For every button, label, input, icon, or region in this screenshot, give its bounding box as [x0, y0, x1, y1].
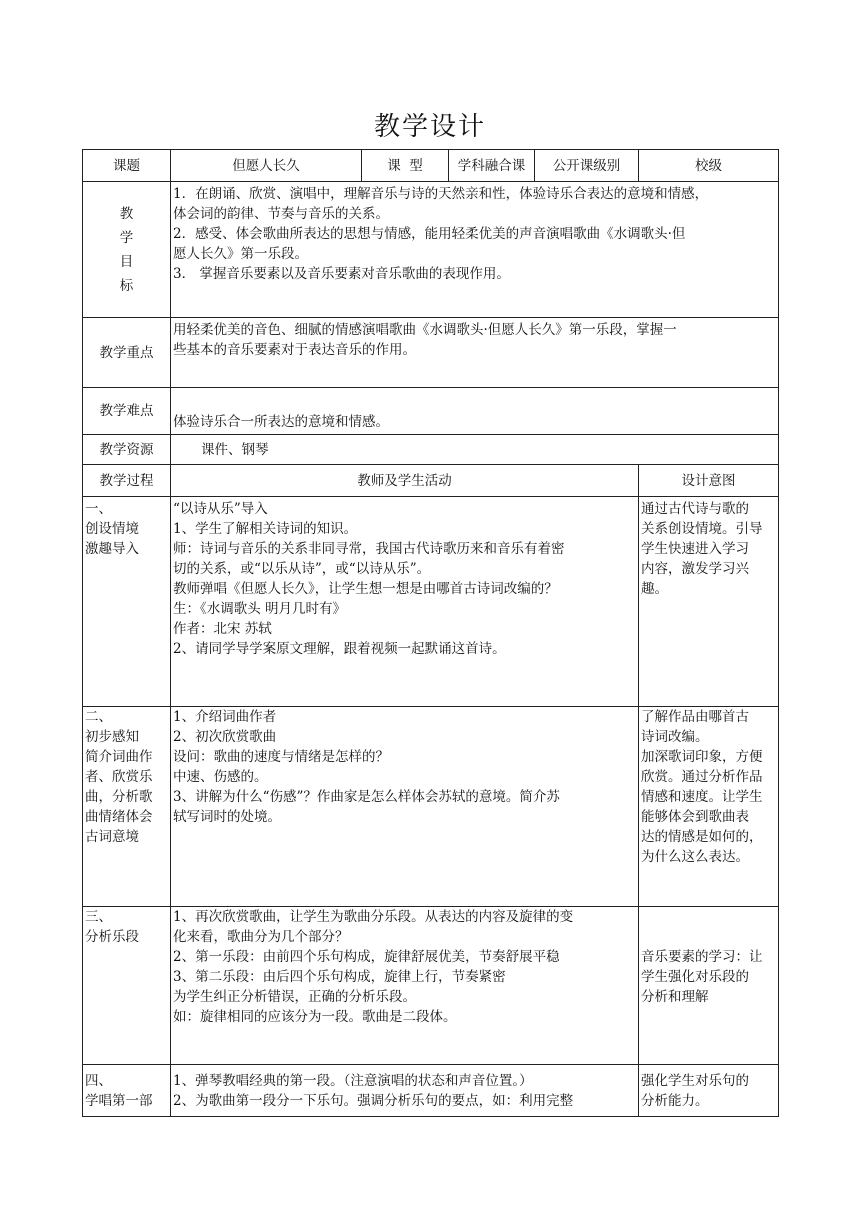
process-col-intent: 设计意图 — [639, 465, 779, 497]
objectives-label: 教 学 目 标 — [83, 182, 171, 318]
section-4-activities: 1、弹琴教唱经典的第一段。（注意演唱的状态和声音位置。） 2、为歌曲第一段分一下乐句。强调分析乐句的要点，如：利用完整 — [171, 1065, 639, 1117]
section-4-stage: 四、 学唱第一部 — [83, 1065, 171, 1117]
section-3-intent: 音乐要素的学习：让 学生强化对乐段的 分析和理解 — [639, 907, 779, 1065]
process-header-row — [83, 465, 779, 497]
level-label: 公开课级别 — [535, 150, 639, 182]
resources-content: 课件、钢琴 — [171, 435, 779, 465]
objectives-content: 1．在朗诵、欣赏、演唱中，理解音乐与诗的天然亲和性，体验诗乐合表达的意境和情感， 体会词的韵律、节奏与音乐的关系。 2．感受、体会歌曲所表达的思想与情感，能用轻柔优美的声音演唱歌曲《水调歌头·但 愿人长久》第一乐段。 3． 掌握音乐要素以及音乐要素对音乐歌曲的表现作用。 — [171, 182, 779, 318]
section-1-intent: 通过古代诗与歌的 关系创设情境。引导 学生快速进入学习 内容，激发学习兴 趣。 — [639, 497, 779, 707]
process-section-2 — [83, 707, 779, 907]
objectives-row — [83, 182, 779, 318]
process-col-stage: 教学过程 — [83, 465, 171, 497]
section-3-activities: 1、再次欣赏歌曲，让学生为歌曲分乐段。从表达的内容及旋律的变 化来看，歌曲分为几个部分？ 2、第一乐段：由前四个乐句构成，旋律舒展优美，节奏舒展平稳 3、第二乐段：由后四个乐句构成，旋律上行，节奏紧密 为学生纠正分析错误，正确的分析乐段。 如：旋律相同的应该分为一段。歌曲是二段体。 — [171, 907, 639, 1065]
process-section-3 — [83, 907, 779, 1065]
difficulty-row — [83, 388, 779, 435]
section-1-stage: 一、 创设情境 激趣导入 — [83, 497, 171, 707]
type-label: 课 型 — [362, 150, 449, 182]
process-section-1 — [83, 497, 779, 707]
subject-label: 课题 — [83, 150, 171, 182]
subject-value: 但愿人长久 — [171, 150, 362, 182]
section-2-activities: 1、介绍词曲作者 2、初次欣赏歌曲 设问：歌曲的速度与情绪是怎样的？ 中速、伤感的。 3、讲解为什么“伤感”？作曲家是怎么样体会苏轼的意境。简介苏 轼写词时的处境。 — [171, 707, 639, 907]
key-points-content: 用轻柔优美的音色、细腻的情感演唱歌曲《水调歌头·但愿人长久》第一乐段，掌握一 些基本的音乐要素对于表达音乐的作用。 — [171, 318, 779, 388]
header-row — [83, 150, 779, 182]
section-1-activities: “以诗从乐”导入 1、学生了解相关诗词的知识。 师：诗词与音乐的关系非同寻常，我国古代诗歌历来和音乐有着密 切的关系，或“以乐从诗”，或“以诗从乐”。 教师弹唱《但愿人长久》，让学生想一想是由哪首古诗词改编的？ 生：《水调歌头 明月几时有》 作者：北宋 苏轼 2、请同学导学案原文理解，跟着视频一起默诵这首诗。 — [171, 497, 639, 707]
section-4-intent: 强化学生对乐句的 分析能力。 — [639, 1065, 779, 1117]
type-value: 学科融合课 — [449, 150, 535, 182]
key-points-label: 教学重点 — [83, 318, 171, 388]
process-section-4 — [83, 1065, 779, 1117]
key-points-row — [83, 318, 779, 388]
lesson-plan-table — [82, 149, 779, 1117]
section-2-stage: 二、 初步感知 简介词曲作 者、欣赏乐 曲，分析歌 曲情绪体会 古词意境 — [83, 707, 171, 907]
difficulty-label: 教学难点 — [83, 388, 171, 435]
resources-row — [83, 435, 779, 465]
page-title: 教学设计 — [373, 112, 486, 142]
level-value: 校级 — [639, 150, 779, 182]
difficulty-content: 体验诗乐合一所表达的意境和情感。 — [171, 388, 779, 435]
process-col-activities: 教师及学生活动 — [171, 465, 639, 497]
resources-label: 教学资源 — [83, 435, 171, 465]
section-2-intent: 了解作品由哪首古 诗词改编。 加深歌词印象，方便 欣赏。通过分析作品 情感和速度。让学生 能够体会到歌曲表 达的情感是如何的， 为什么这么表达。 — [639, 707, 779, 907]
section-3-stage: 三、 分析乐段 — [83, 907, 171, 1065]
